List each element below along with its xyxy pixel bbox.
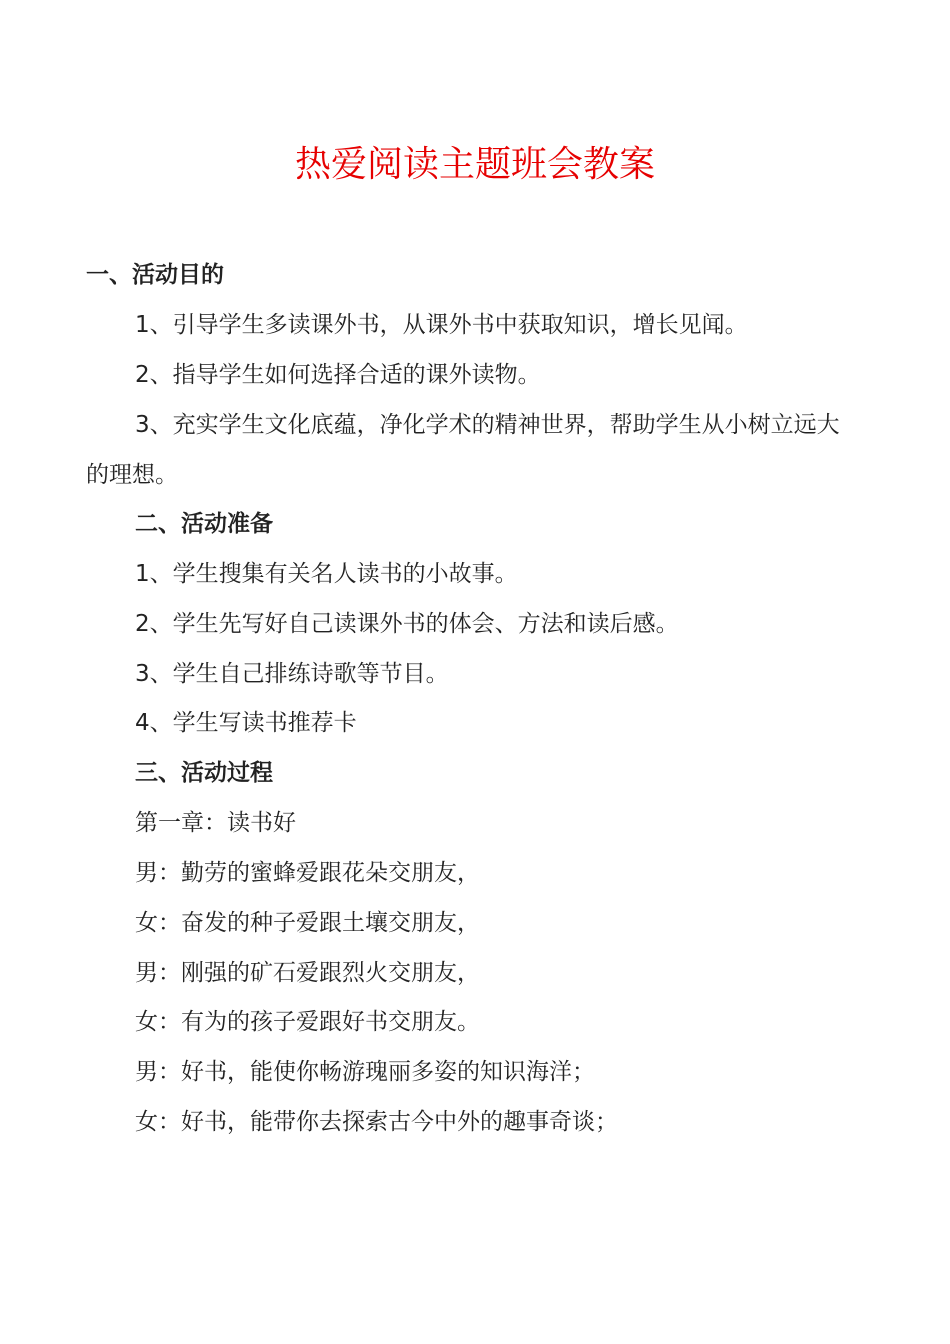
preparation-item-2: 2、学生先写好自己读课外书的体会、方法和读后感。 bbox=[135, 611, 679, 637]
dialogue-line-6: 女：好书，能带你去探索古今中外的趣事奇谈； bbox=[135, 1109, 618, 1135]
objective-item-1: 1、引导学生多读课外书，从课外书中获取知识，增长见闻。 bbox=[135, 312, 748, 338]
preparation-item-3: 3、学生自己排练诗歌等节目。 bbox=[135, 661, 449, 687]
chapter-title: 第一章：读书好 bbox=[135, 810, 296, 836]
dialogue-line-1: 男：勤劳的蜜蜂爱跟花朵交朋友， bbox=[135, 860, 480, 886]
objective-item-3: 3、充实学生文化底蕴，净化学术的精神世界，帮助学生从小树立远大的理想。 bbox=[86, 412, 840, 488]
dialogue-line-2: 女：奋发的种子爱跟土壤交朋友， bbox=[135, 910, 480, 936]
preparation-item-1: 1、学生搜集有关名人读书的小故事。 bbox=[135, 561, 518, 587]
dialogue-line-4: 女：有为的孩子爱跟好书交朋友。 bbox=[135, 1009, 480, 1035]
document-title: 热爱阅读主题班会教案 bbox=[294, 144, 655, 185]
preparation-item-4: 4、学生写读书推荐卡 bbox=[135, 710, 357, 736]
dialogue-line-5: 男：好书，能使你畅游瑰丽多姿的知识海洋； bbox=[135, 1059, 595, 1085]
section-heading-process: 三、活动过程 bbox=[135, 760, 273, 786]
dialogue-line-3: 男：刚强的矿石爱跟烈火交朋友， bbox=[135, 960, 480, 986]
section-heading-preparation: 二、活动准备 bbox=[135, 511, 273, 537]
objective-item-2: 2、指导学生如何选择合适的课外读物。 bbox=[135, 362, 541, 388]
section-heading-objectives: 一、活动目的 bbox=[86, 262, 224, 288]
